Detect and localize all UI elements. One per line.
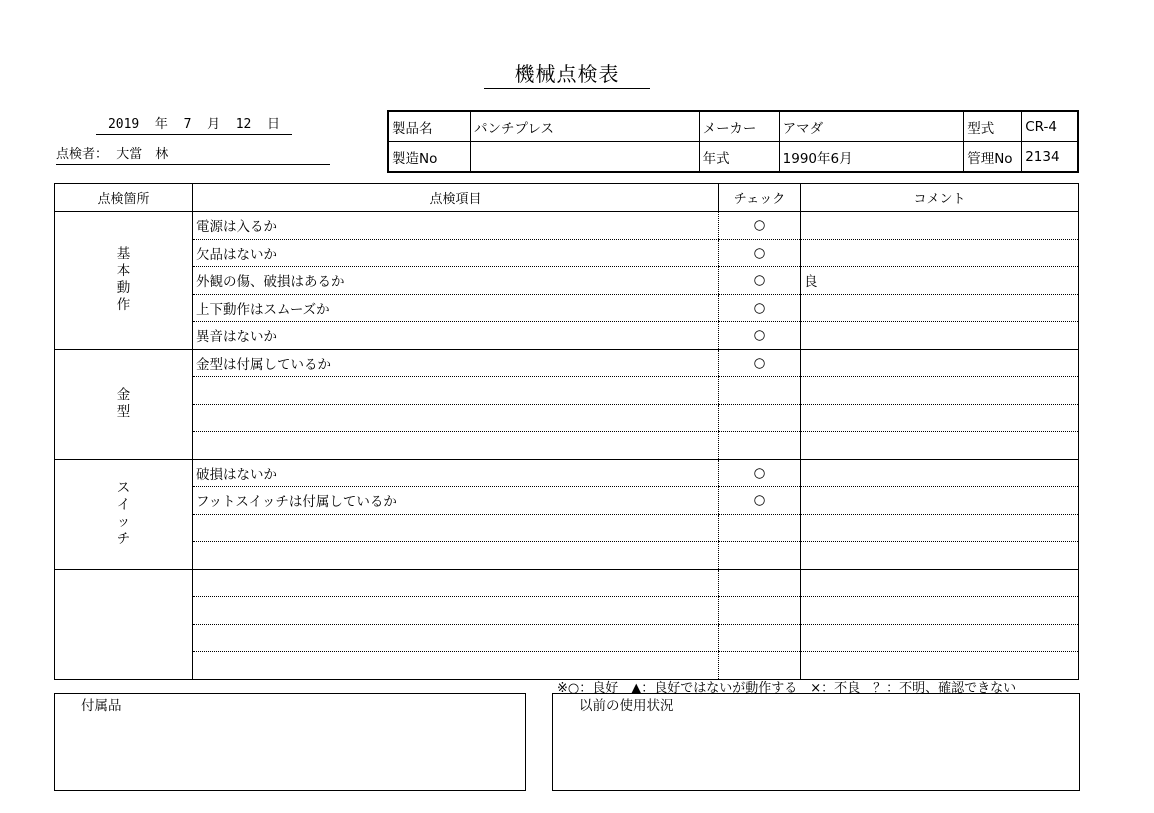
page-title: 機械点検表 <box>484 60 650 89</box>
check-cell: ○ <box>719 322 801 350</box>
item-cell: 電源は入るか <box>193 212 719 240</box>
table-row <box>55 624 1079 652</box>
date-day: 12 <box>235 117 252 132</box>
date-month: 7 <box>183 117 192 132</box>
mgmt-label: 管理No <box>964 142 1022 173</box>
item-cell: 破損はないか <box>193 459 719 487</box>
comment-cell <box>801 514 1079 542</box>
area-cell <box>55 349 193 459</box>
item-cell: 金型は付属しているか <box>193 349 719 377</box>
legend-note: ※○：良好 ▲：良好ではないが動作する ×：不良 ？：不明、確認できない <box>557 681 1017 696</box>
check-cell: ○ <box>719 487 801 515</box>
table-row <box>55 514 1079 542</box>
serial-value <box>471 142 700 173</box>
date-month-label: 月 <box>207 117 221 132</box>
check-cell <box>719 514 801 542</box>
header-check: チェック <box>719 184 801 212</box>
history-label: 以前の使用状況 <box>579 698 674 714</box>
comment-cell <box>801 624 1079 652</box>
comment-cell <box>801 652 1079 680</box>
item-cell <box>193 569 719 597</box>
check-cell <box>719 597 801 625</box>
inspection-date <box>96 116 292 135</box>
check-cell <box>719 652 801 680</box>
year-label: 年式 <box>699 142 779 173</box>
table-row <box>55 239 1079 267</box>
table-row <box>55 432 1079 460</box>
maker-label: メーカー <box>699 111 779 142</box>
check-cell: ○ <box>719 239 801 267</box>
table-row <box>55 459 1079 487</box>
check-cell <box>719 404 801 432</box>
table-row <box>55 294 1079 322</box>
check-cell: ○ <box>719 267 801 295</box>
item-cell: 外観の傷、破損はあるか <box>193 267 719 295</box>
item-cell <box>193 514 719 542</box>
header-area: 点検箇所 <box>55 184 193 212</box>
comment-cell <box>801 432 1079 460</box>
comment-cell <box>801 597 1079 625</box>
item-cell: 欠品はないか <box>193 239 719 267</box>
inspector-name: 大當 林 <box>116 147 169 162</box>
comment-cell <box>801 487 1079 515</box>
product-info-table <box>387 110 1079 173</box>
check-cell: ○ <box>719 349 801 377</box>
comment-cell <box>801 294 1079 322</box>
check-cell <box>719 432 801 460</box>
check-cell <box>719 624 801 652</box>
serial-label: 製造No <box>388 142 471 173</box>
item-cell <box>193 597 719 625</box>
check-cell: ○ <box>719 212 801 240</box>
table-row <box>55 569 1079 597</box>
item-cell <box>193 404 719 432</box>
area-label: 金型 <box>116 387 131 420</box>
table-row <box>55 377 1079 405</box>
header-comment: コメント <box>801 184 1079 212</box>
maker-value: アマダ <box>779 111 964 142</box>
mgmt-value: 2134 <box>1022 142 1078 173</box>
header-item: 点検項目 <box>193 184 719 212</box>
table-row <box>55 487 1079 515</box>
table-row <box>55 349 1079 377</box>
comment-cell <box>801 322 1079 350</box>
table-header-row <box>55 184 1079 212</box>
comment-cell <box>801 569 1079 597</box>
check-cell <box>719 569 801 597</box>
item-cell <box>193 542 719 570</box>
table-row <box>55 212 1079 240</box>
area-cell <box>55 459 193 569</box>
comment-cell <box>801 459 1079 487</box>
date-year-label: 年 <box>154 117 168 132</box>
comment-cell <box>801 349 1079 377</box>
inspection-table <box>54 183 1079 680</box>
table-row <box>55 322 1079 350</box>
check-cell: ○ <box>719 294 801 322</box>
comment-cell <box>801 542 1079 570</box>
year-value: 1990年6月 <box>779 142 964 173</box>
check-cell <box>719 542 801 570</box>
accessories-label: 付属品 <box>81 698 122 714</box>
inspector-line <box>56 146 330 165</box>
table-row <box>55 542 1079 570</box>
item-cell <box>193 432 719 460</box>
comment-cell <box>801 212 1079 240</box>
inspector-label: 点検者： <box>56 147 109 162</box>
table-row <box>55 404 1079 432</box>
area-label: スイッチ <box>116 480 131 547</box>
accessories-box <box>54 693 526 791</box>
item-cell <box>193 652 719 680</box>
table-row <box>55 597 1079 625</box>
comment-cell <box>801 239 1079 267</box>
table-row <box>55 267 1079 295</box>
table-row <box>55 652 1079 680</box>
product-name-value: パンチプレス <box>471 111 700 142</box>
area-cell <box>55 212 193 350</box>
item-cell <box>193 624 719 652</box>
product-name-label: 製品名 <box>388 111 471 142</box>
date-day-label: 日 <box>267 117 281 132</box>
area-cell <box>55 569 193 679</box>
item-cell: 上下動作はスムーズか <box>193 294 719 322</box>
item-cell: 異音はないか <box>193 322 719 350</box>
comment-cell <box>801 377 1079 405</box>
check-cell: ○ <box>719 459 801 487</box>
comment-cell <box>801 404 1079 432</box>
date-year: 2019 <box>107 117 140 132</box>
item-cell <box>193 377 719 405</box>
history-box <box>552 693 1080 791</box>
comment-cell: 良 <box>801 267 1079 295</box>
model-label: 型式 <box>964 111 1022 142</box>
item-cell: フットスイッチは付属しているか <box>193 487 719 515</box>
area-label: 基本動作 <box>116 246 131 314</box>
check-cell <box>719 377 801 405</box>
model-value: CR-4 <box>1022 111 1078 142</box>
